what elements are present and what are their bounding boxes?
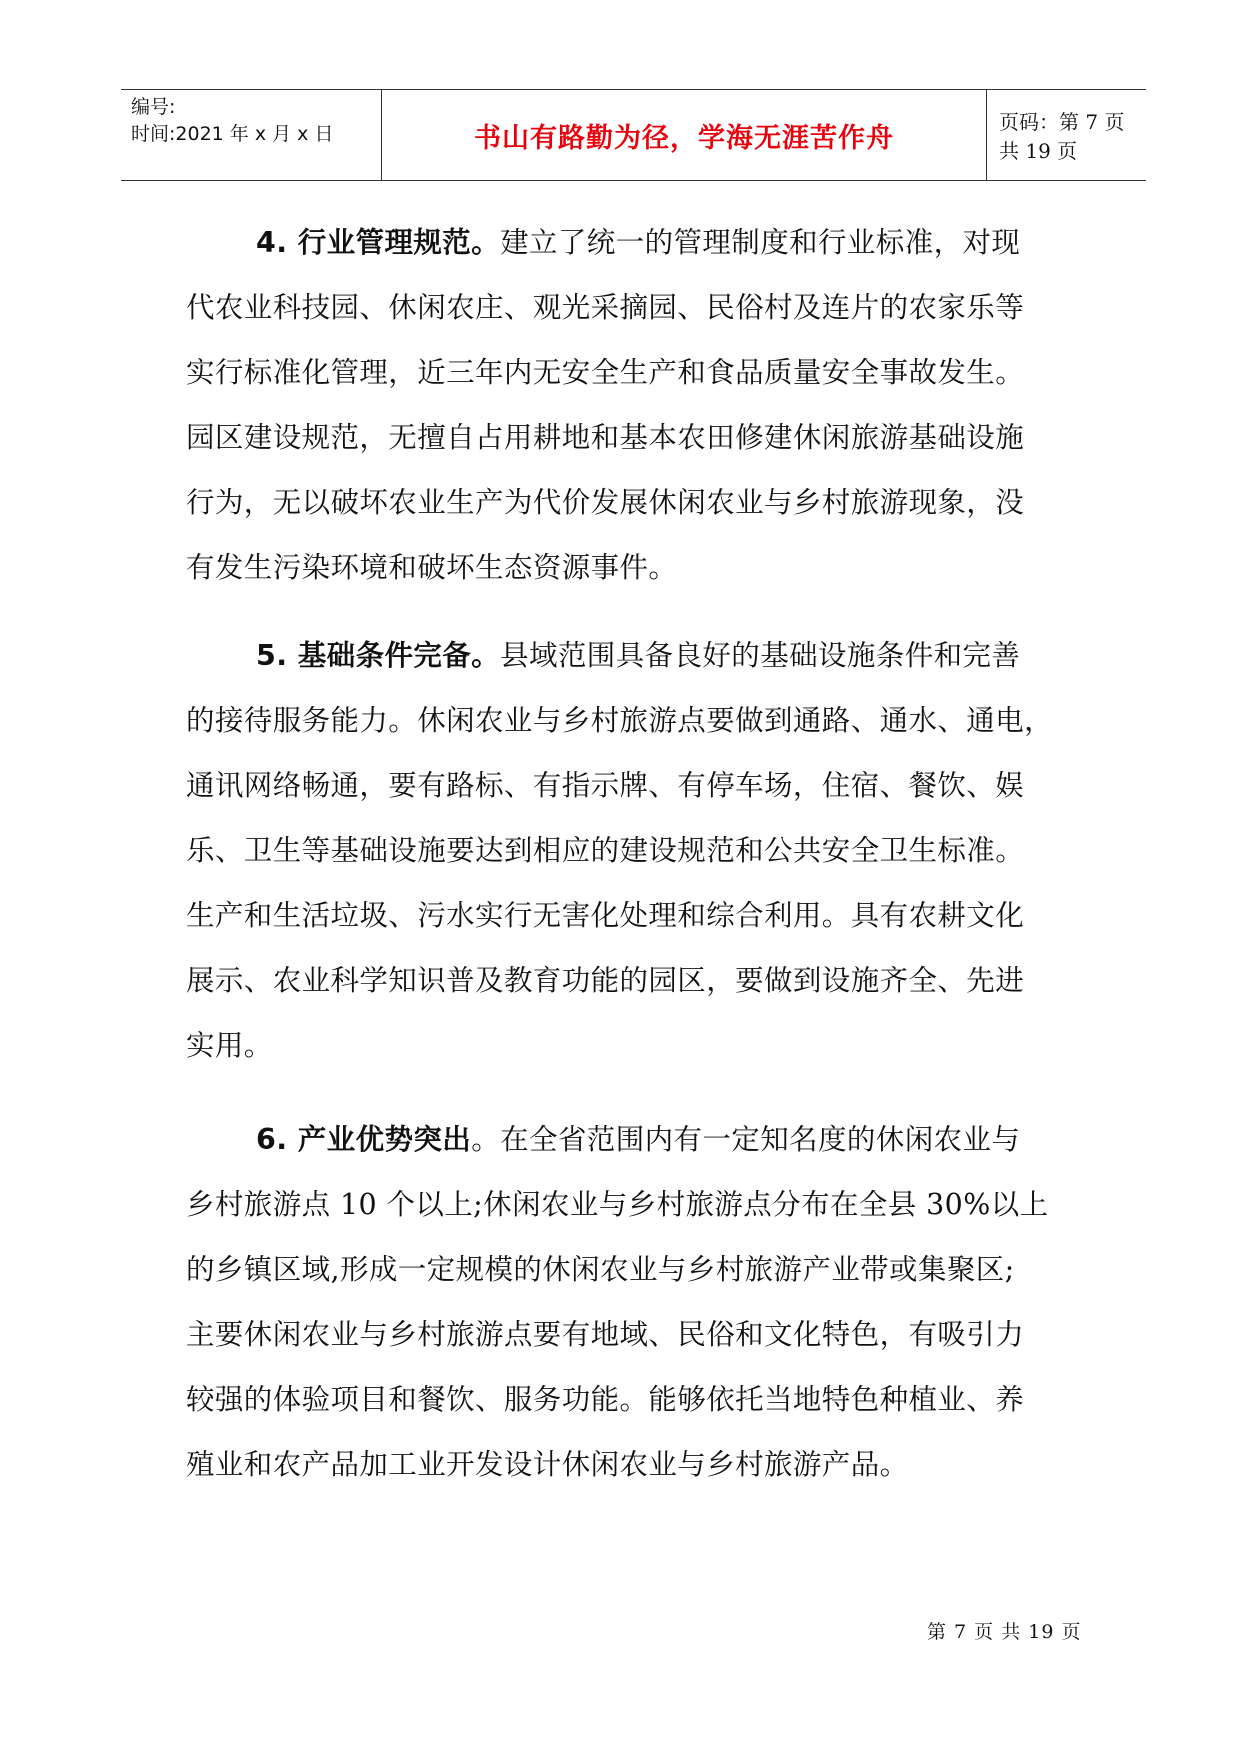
section-4 [186,210,1086,600]
paragraph-line: 。在全省范围内有一定知名度的休闲农业与 [471,1123,1021,1156]
paragraph-line: 县域范围具备良好的基础设施条件和完善 [500,639,1021,672]
paragraph-line: 生产和生活垃圾、污水实行无害化处理和综合利用。具有农耕文化 [186,899,1025,932]
section-paragraph [186,623,1086,1078]
section-heading: 4. 行业管理规范。 [256,226,501,259]
section-heading: 5. 基础条件完备。 [256,639,501,672]
section-paragraph [186,1107,1086,1497]
section-heading: 6. 产业优势突出 [256,1123,472,1156]
document-date: 时间:2021 年 x 月 x 日 [131,123,334,145]
page-header [121,89,1146,181]
paragraph-line: 通讯网络畅通，要有路标、有指示牌、有停车场，住宿、餐饮、娱 [186,769,1025,802]
section-paragraph [186,210,1086,600]
paragraph-line: 行为，无以破坏农业生产为代价发展休闲农业与乡村旅游现象，没 [186,486,1025,519]
header-page-info: 页码：第 7 页 共 19 页 [999,110,1125,163]
paragraph-line: 乡村旅游点 10 个以上;休闲农业与乡村旅游点分布在全县 30%以上 [186,1188,1049,1221]
paragraph-line: 的接待服务能力。休闲农业与乡村旅游点要做到通路、通水、通电， [186,704,1054,737]
section-6 [186,1107,1086,1497]
section-5 [186,623,1086,1078]
document-number-label: 编号: [131,96,176,118]
paragraph-line: 建立了统一的管理制度和行业标准，对现 [500,226,1021,259]
paragraph-line: 殖业和农产品加工业开发设计休闲农业与乡村旅游产品。 [186,1448,909,1481]
page-footer: 第 7 页 共 19 页 [927,1621,1082,1643]
header-motto: 书山有路勤为径，学海无涯苦作舟 [382,90,987,180]
header-meta [121,90,382,180]
paragraph-line: 主要休闲农业与乡村旅游点要有地域、民俗和文化特色，有吸引力 [186,1318,1025,1351]
paragraph-line: 有发生污染环境和破坏生态资源事件。 [186,551,678,584]
paragraph-line: 实用。 [186,1029,273,1062]
paragraph-line: 代农业科技园、休闲农庄、观光采摘园、民俗村及连片的农家乐等 [186,291,1025,324]
paragraph-line: 较强的体验项目和餐饮、服务功能。能够依托当地特色种植业、养 [186,1383,1025,1416]
paragraph-line: 的乡镇区域,形成一定规模的休闲农业与乡村旅游产业带或集聚区; [186,1253,1015,1286]
paragraph-line: 实行标准化管理，近三年内无安全生产和食品质量安全事故发生。 [186,356,1025,389]
paragraph-line: 乐、卫生等基础设施要达到相应的建设规范和公共安全卫生标准。 [186,834,1025,867]
paragraph-line: 园区建设规范，无擅自占用耕地和基本农田修建休闲旅游基础设施 [186,421,1025,454]
paragraph-line: 展示、农业科学知识普及教育功能的园区，要做到设施齐全、先进 [186,964,1025,997]
